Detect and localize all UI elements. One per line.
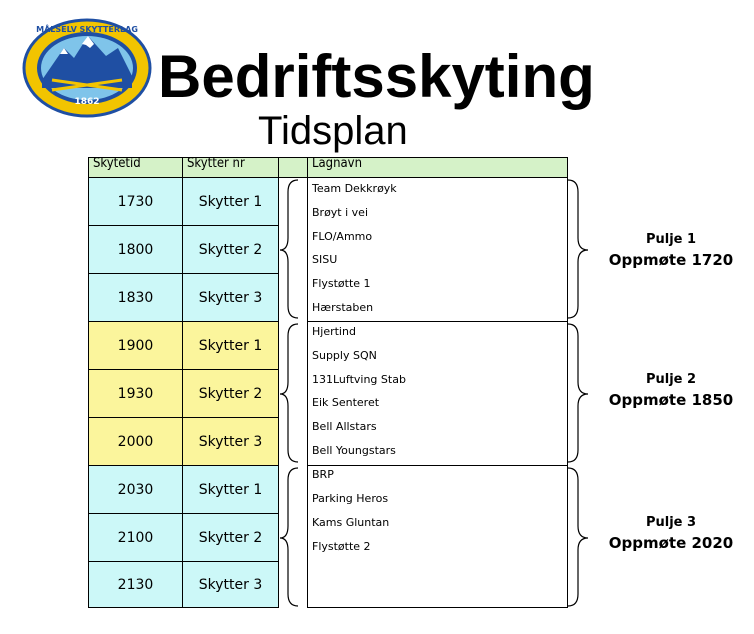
- team-name: Hjertind: [312, 325, 356, 338]
- time-cell: 1730: [88, 177, 183, 226]
- time-cell: 1830: [88, 273, 183, 322]
- team-name: 131Luftving Stab: [312, 373, 406, 386]
- team-name: Bell Allstars: [312, 420, 377, 433]
- shooter-cell: Skytter 2: [182, 513, 279, 562]
- right-brace: [568, 324, 588, 462]
- team-name: BRP: [312, 468, 334, 481]
- attendance-time: Oppmøte 1850: [608, 391, 734, 409]
- time-cell: 1930: [88, 369, 183, 418]
- shooter-cell: Skytter 3: [182, 417, 279, 466]
- logo-year: 1862: [74, 97, 100, 107]
- header-time: Skytetid: [88, 157, 183, 178]
- team-name: Eik Senteret: [312, 396, 380, 409]
- header-shooter: Skytter nr: [182, 157, 279, 178]
- logo-ring-text: MÅLSELV SKYTTERLAG: [36, 25, 138, 34]
- team-name: Supply SQN: [312, 349, 377, 362]
- team-name: Hærstaben: [312, 301, 374, 314]
- time-cell: 1800: [88, 225, 183, 274]
- pulje-label: Pulje 1: [645, 232, 697, 247]
- shooter-cell: Skytter 1: [182, 321, 279, 370]
- team-name: Brøyt i vei: [312, 206, 369, 219]
- shooter-cell: Skytter 1: [182, 177, 279, 226]
- team-name: Flystøtte 2: [312, 540, 371, 553]
- page-subtitle: Tidsplan: [258, 109, 408, 153]
- attendance-time: Oppmøte 2020: [608, 534, 734, 552]
- header-team: Lagnavn: [307, 157, 568, 178]
- shooter-cell: Skytter 3: [182, 273, 279, 322]
- right-brace: [568, 180, 588, 318]
- shooter-cell: Skytter 2: [182, 369, 279, 418]
- team-name: FLO/Ammo: [312, 230, 373, 243]
- shooter-cell: Skytter 3: [182, 561, 279, 608]
- team-name: Kams Gluntan: [312, 516, 390, 529]
- shooter-cell: Skytter 1: [182, 465, 279, 514]
- team-name: Bell Youngstars: [312, 444, 396, 457]
- pulje-label: Pulje 2: [645, 372, 697, 387]
- pulje-3-info: [591, 513, 751, 553]
- time-cell: 1900: [88, 321, 183, 370]
- time-cell: 2100: [88, 513, 183, 562]
- time-cell: 2030: [88, 465, 183, 514]
- shooter-cell: Skytter 2: [182, 225, 279, 274]
- team-name: SISU: [312, 253, 338, 266]
- left-brace: [280, 180, 298, 318]
- page-title: Bedriftsskyting: [158, 43, 595, 110]
- right-brace: [568, 468, 588, 606]
- left-brace: [280, 468, 298, 606]
- team-name: Flystøtte 1: [312, 277, 371, 290]
- pulje-1-info: [591, 230, 751, 270]
- team-name: Parking Heros: [312, 492, 389, 505]
- team-name: Team Dekkrøyk: [312, 182, 397, 195]
- pulje-2-info: [591, 370, 751, 410]
- time-cell: 2000: [88, 417, 183, 466]
- attendance-time: Oppmøte 1720: [608, 251, 734, 269]
- time-cell: 2130: [88, 561, 183, 608]
- left-brace: [280, 324, 298, 462]
- pulje-label: Pulje 3: [645, 515, 697, 530]
